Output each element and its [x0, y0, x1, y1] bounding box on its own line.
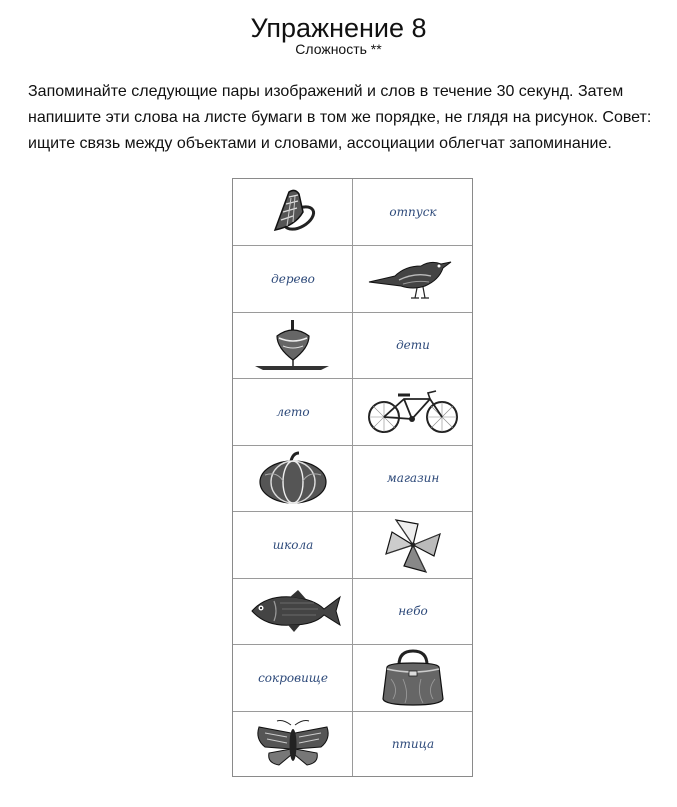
word-label: школа — [272, 537, 314, 552]
grid-cell-word — [353, 312, 473, 379]
grid-cell-image — [353, 512, 473, 579]
word-label: дети — [396, 338, 430, 353]
grid-cell-word — [233, 512, 353, 579]
grid-cell-image — [233, 445, 353, 512]
memory-grid — [232, 178, 473, 777]
pumpkin-icon — [257, 451, 329, 505]
pinwheel-icon — [382, 516, 444, 574]
grid-cell-word — [233, 645, 353, 712]
page-title: Упражнение 8 — [250, 13, 427, 43]
difficulty-label: Сложность ** — [295, 41, 382, 57]
word-label: птица — [391, 737, 435, 752]
instructions-text: Запоминайте следующие пары изображений и слов в течение 30 секунд. Затем напишите эти слова на листе бумаги в том же порядке, не глядя на рисунок. Совет: ищите связь между объектами и словами, ассоциации облегчат запоминание. — [28, 83, 652, 152]
grid-cell-word — [233, 246, 353, 313]
word-label: небо — [398, 604, 428, 619]
grid-cell-word — [353, 445, 473, 512]
word-label: дерево — [271, 271, 315, 286]
spinning-top-icon — [251, 318, 335, 372]
grid-cell-image — [353, 246, 473, 313]
grid-cell-word — [353, 578, 473, 645]
bicycle-icon — [364, 389, 462, 435]
grid-cell-image — [233, 578, 353, 645]
grid-cell-image — [233, 179, 353, 246]
grid-cell-word — [353, 711, 473, 778]
word-label: отпуск — [389, 205, 437, 220]
grid-cell-image — [353, 379, 473, 446]
word-label: сокровище — [258, 670, 328, 685]
ring-icon — [265, 186, 321, 238]
fish-icon — [244, 589, 342, 633]
moth-icon — [253, 719, 333, 769]
bird-icon — [365, 254, 461, 304]
bag-icon — [379, 649, 447, 707]
grid-cell-image — [233, 312, 353, 379]
word-label: лето — [276, 404, 310, 419]
word-label: магазин — [386, 471, 440, 486]
grid-cell-word — [353, 179, 473, 246]
grid-cell-image — [233, 711, 353, 778]
grid-cell-image — [353, 645, 473, 712]
grid-cell-word — [233, 379, 353, 446]
